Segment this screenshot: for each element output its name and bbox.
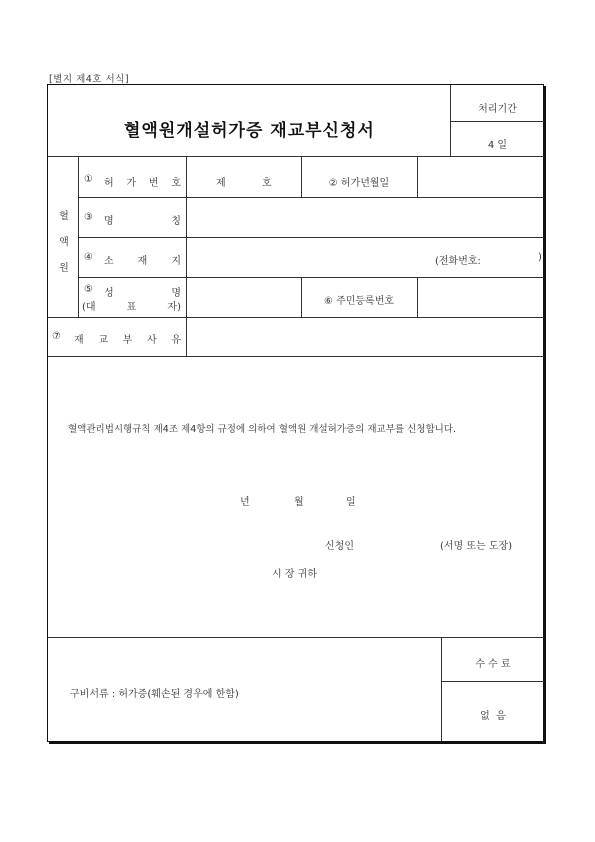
fee-label: 수 수 료 (475, 659, 511, 670)
permit-date-field[interactable] (418, 158, 543, 196)
representative-num: ⑤ (84, 284, 93, 295)
resident-number-label: ⑥ 주민등록번호 (323, 296, 395, 307)
rule (441, 637, 442, 741)
permit-number-suffix: 호 (262, 178, 272, 189)
date-month: 월 (294, 497, 304, 508)
rule (441, 681, 544, 682)
permit-number-prefix: 제 (216, 178, 226, 189)
date-day: 일 (346, 497, 356, 508)
rule (450, 121, 544, 122)
reason-label: 재 교 부 사 유 (74, 335, 181, 346)
reason-num: ⑦ (52, 331, 61, 342)
processing-period-value: 4 일 (487, 140, 508, 151)
form-number-label: [별지 제4호 서식] (49, 74, 130, 85)
phone-label: (전화번호: (435, 256, 481, 267)
recipient-label: 시 장 귀하 (272, 569, 317, 580)
date-year: 년 (240, 497, 250, 508)
rule (48, 156, 544, 157)
permit-number-label: 허 가 번 호 (104, 178, 181, 189)
location-field[interactable] (187, 238, 427, 276)
name-label: 명 칭 (104, 216, 181, 227)
resident-number-field[interactable] (418, 278, 543, 316)
signature-label: (서명 또는 도장) (440, 541, 513, 552)
fee-value: 없 음 (480, 711, 506, 722)
rule (48, 637, 544, 638)
name-field[interactable] (187, 198, 543, 236)
location-label: 소 재 지 (104, 256, 181, 267)
application-statement: 혈액관리법시행규칙 제4조 제4항의 규정에 의하여 혈액원 개설허가증의 재교부를 신청합니다. (68, 424, 456, 435)
name-num: ③ (84, 212, 93, 223)
representative-label: 성 명 (104, 288, 181, 299)
phone-close: ) (538, 252, 542, 263)
blood-center-section-label: 혈 액 원 (59, 211, 69, 274)
required-documents: 구비서류 : 허가증(훼손된 경우에 한함) (70, 689, 239, 700)
applicant-label: 신청인 (325, 541, 354, 552)
permit-number-num: ① (84, 174, 93, 185)
rule (78, 157, 79, 317)
representative-sublabel: (대 표 자) (82, 302, 181, 313)
reason-field[interactable] (187, 318, 543, 355)
processing-period-label: 처리기간 (478, 104, 517, 115)
form-title: 혈액원개설허가증 재교부신청서 (124, 121, 375, 141)
representative-name-field[interactable] (187, 278, 300, 316)
permit-number-field[interactable] (187, 158, 300, 196)
rule (48, 356, 544, 357)
location-num: ④ (84, 252, 93, 263)
permit-date-label: ② 허가년월일 (328, 178, 390, 189)
